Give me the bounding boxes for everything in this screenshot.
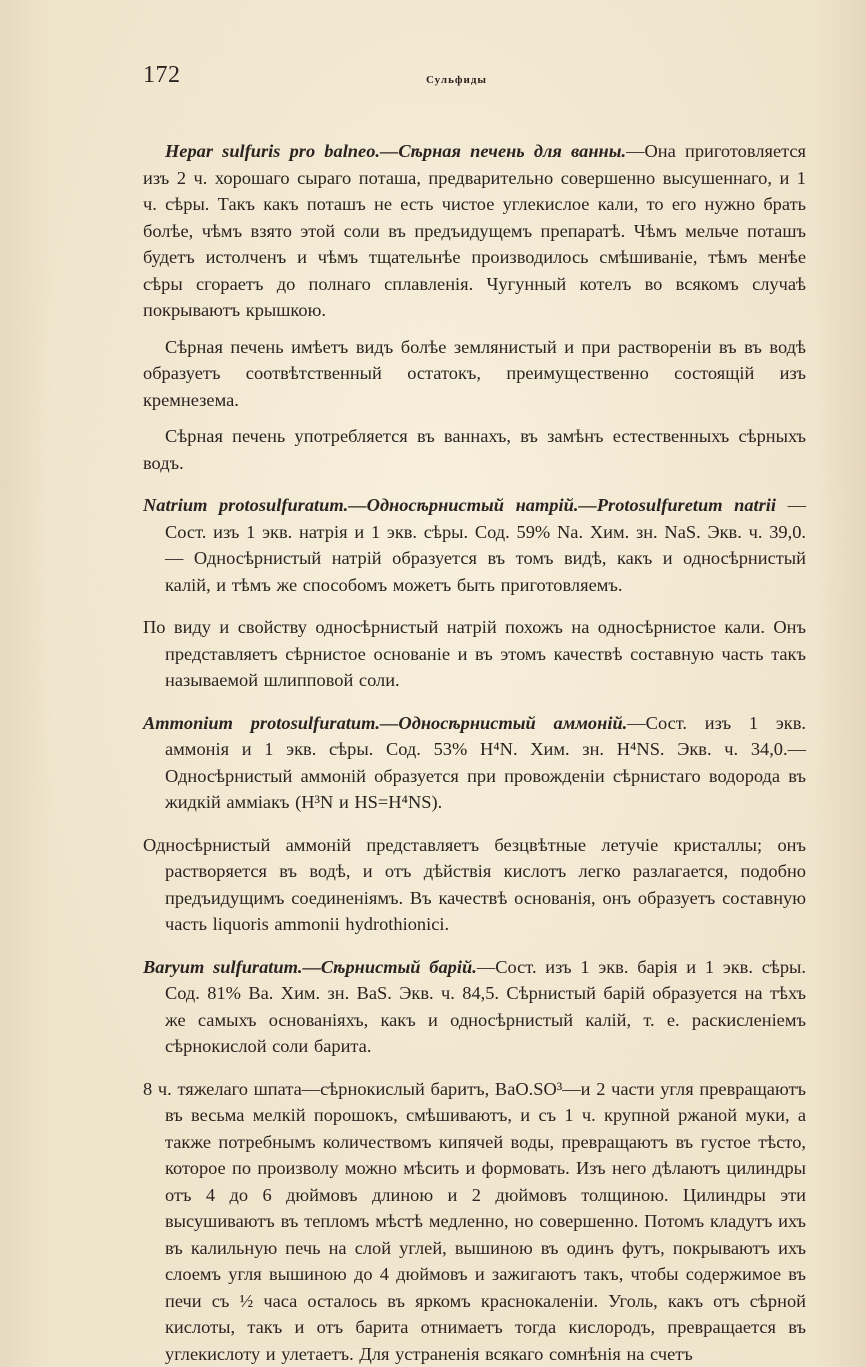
entry-natrium	[143, 492, 806, 598]
entry-text: —Она приготовляется изъ 2 ч. хорошаго сыраго поташа, предварительно совершенно высушеннаго, и 1 ч. сѣры. Такъ какъ поташъ не есть чистое углекислое кали, то его нужно брать болѣе, чѣмъ взято этой соли въ предъидущемъ препаратѣ. Чѣмъ мельче поташъ будетъ истолченъ и чѣмъ тщательнѣе производилось смѣшиваніе, тѣмъ менѣе сѣры сгораетъ до полнаго сплавленія. Чугунный котелъ во всякомъ случаѣ покрываютъ крышкою.	[143, 141, 806, 320]
entry-title: Ammonium protosulfuratum.—Односѣрнистый аммоній.	[143, 713, 627, 733]
paragraph	[143, 423, 806, 476]
paragraph	[143, 832, 806, 938]
paragraph-text: По виду и свойству односѣрнистый натрій похожъ на односѣрнистое кали. Онъ представляетъ сѣрнистое основаніе и въ этомъ качествѣ составную часть такъ называемой шлипповой соли.	[143, 617, 806, 690]
running-head: Сульфиды	[426, 74, 487, 86]
entry-title: Baryum sulfuratum.—Сѣрнистый барій.	[143, 957, 477, 977]
entry-text: — Сост. изъ 1 экв. натрія и 1 экв. сѣры. Сод. 59% Na. Хим. зн. NaS. Экв. ч. 39,0. — Односѣрнистый натрій образуется въ томъ видѣ, какъ и односѣрнистый калій, и тѣмъ же способомъ можетъ быть приготовляемъ.	[165, 495, 806, 595]
entry-ammonium	[143, 710, 806, 816]
entry-text: —Сост. изъ 1 экв. аммонія и 1 экв. сѣры. Сод. 53% H⁴N. Хим. зн. H⁴NS. Экв. ч. 34,0.—Односѣрнистый аммоній образуется при провожденіи сѣрнистаго водорода въ жидкій амміакъ (H³N и HS=H⁴NS).	[165, 713, 806, 813]
paragraph-text: Сѣрная печень имѣетъ видъ болѣе землянистый и при раствореніи въ въ водѣ образуетъ соотвѣтственный остатокъ, преимущественно состоящій изъ кремнезема.	[143, 337, 806, 410]
article-body	[143, 138, 806, 1367]
entry-text: —Сост. изъ 1 экв. барія и 1 экв. сѣры. Сод. 81% Ba. Хим. зн. BaS. Экв. ч. 84,5. Сѣрнистый барій образуется на тѣхъ же самыхъ основаніяхъ, какъ и односѣрнистый калій, т. е. раскисленіемъ сѣрнокислой соли барита.	[165, 957, 806, 1057]
entry-hepar	[143, 138, 806, 324]
paragraph-text: Сѣрная печень употребляется въ ваннахъ, въ замѣнъ естественныхъ сѣрныхъ водъ.	[143, 426, 806, 473]
paragraph	[143, 334, 806, 414]
paragraph	[143, 1076, 806, 1367]
entry-baryum	[143, 954, 806, 1060]
entry-title: Hepar sulfuris pro balneo.—Сѣрная печень для ванны.	[165, 141, 626, 161]
paragraph-text: Односѣрнистый аммоній представляетъ безцвѣтные летучіе кристаллы; онъ растворяется въ водѣ, и отъ дѣйствія кислотъ легко разлагается, подобно предъидущимъ соединеніямъ. Въ качествѣ основанія, онъ образуетъ составную часть liquoris ammonii hydrothionici.	[143, 835, 806, 935]
page-number: 172	[143, 62, 181, 89]
entry-title: Natrium protosulfuratum.—Односѣрнистый натрій.—Protosulfuretum natrii	[143, 495, 776, 515]
paragraph-text: 8 ч. тяжелаго шпата—сѣрнокислый баритъ, BaO.SO³—и 2 части угля превращаютъ въ весьма мелкій порошокъ, смѣшиваютъ, и съ 1 ч. крупной ржаной муки, а также потребнымъ количествомъ кипячей воды, превращаютъ въ густое тѣсто, которое по произволу можно мѣсить и формовать. Изъ него дѣлаютъ цилиндры отъ 4 до 6 дюймовъ длиною и 2 дюймовъ толщиною. Цилиндры эти высушиваютъ въ тепломъ мѣстѣ медленно, но совершенно. Потомъ кладутъ ихъ въ калильную печь на слой углей, вышиною въ одинъ футъ, покрываютъ ихъ слоемъ угля вышиною до 4 дюймовъ и зажигаютъ такъ, чтобы содержимое въ печи съ ½ часа осталось въ яркомъ краснокаленіи. Уголь, какъ отъ сѣрной кислоты, такъ и отъ барита отнимаетъ тогда кислородъ, превращается въ углекислоту и улетаетъ. Для устраненія всякаго сомнѣнія на счетъ	[143, 1079, 806, 1364]
page-header	[143, 62, 806, 102]
paragraph	[143, 614, 806, 694]
